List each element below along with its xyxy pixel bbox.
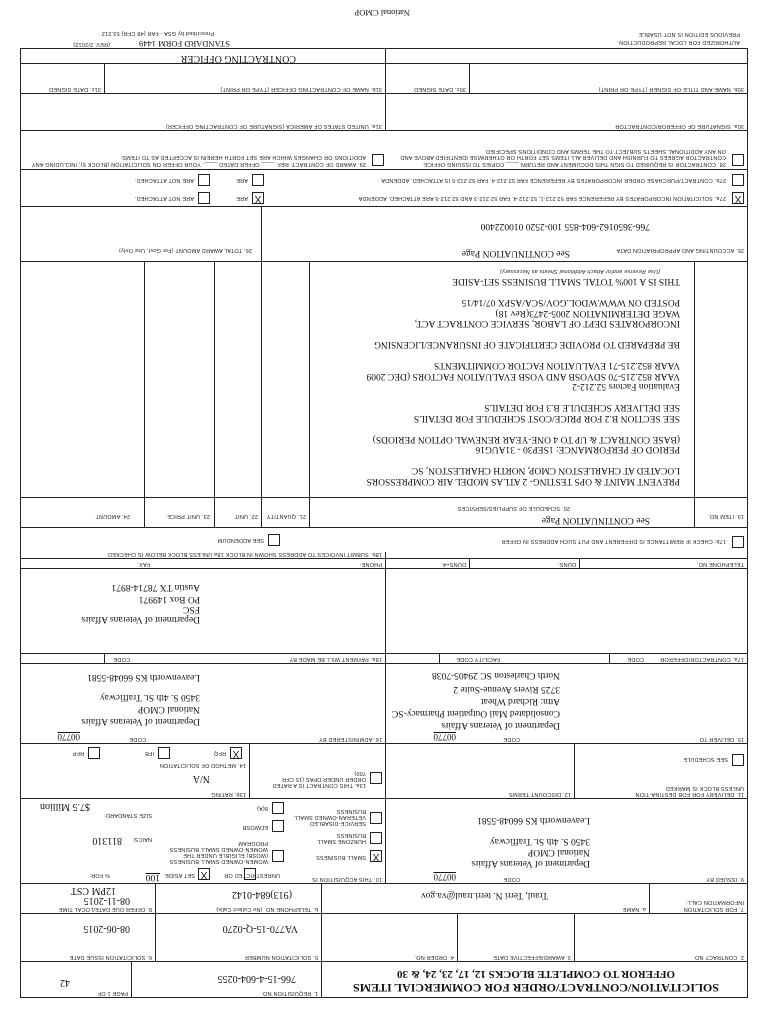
schedule-line: VAAR 852.215-71 EVALUATION FACTOR COMMITMENTS <box>433 360 680 371</box>
deliver-to-label: 15. DELIVER TO <box>699 736 744 742</box>
size-value: $7.5 Million <box>39 801 90 812</box>
c28-text: 28. CONTRACTOR IS REQUIRED TO SIGN THIS DOCUMENT AND RETURN ____ COPIES TO ISSUING OFFICE. CONTRACTOR AGREES TO FURNISH AND DELIVER ALL ITEMS SET FORTH OR OTHERWISE IDENTIFIED ABOVE AND ON ANY ADDITIONAL SHEETS SUBJECT TO THE TERMS AND CONDITIONS SPECIFIED <box>400 148 726 167</box>
telephone-label: TELEPHONE NO. <box>696 561 744 567</box>
admin-line-4: Leavenworth KS 66048-5581 <box>87 672 200 682</box>
issue-date-label: 6. SOLICITATION ISSUE DATE <box>69 954 152 960</box>
schedule-line: PREVENT MAINT & OPS TESTING- 2 ATLAS MODEL AIR COMPRESSORS <box>366 476 680 486</box>
deliver-line-2: Consolidated Mail Outpatient Pharmacy-SC <box>391 708 560 718</box>
issued-code: 00770 <box>433 872 456 882</box>
unrestricted-label: UNRESTRICTED OR <box>224 872 280 878</box>
due-date: 08-11-2015 <box>83 895 130 906</box>
rating-label: 13b. RATING <box>211 791 246 797</box>
footer-left-1: AUTHORIZED FOR LOCAL REPRODUCTION <box>619 39 740 45</box>
c27b-are-checkbox[interactable] <box>252 174 264 186</box>
edwosb-checkbox[interactable] <box>272 820 284 832</box>
admin-line-1: Department of Veterans Affairs <box>81 716 200 726</box>
admin-line-2: National CMOP <box>137 704 200 714</box>
payment-line-2: FSC <box>183 604 200 614</box>
sol-no-label: 5. SOLICITATION NUMBER <box>244 954 318 960</box>
schedule-line: PERIOD OF PERFORMANCE: 1SEP30 - 31AUG16 <box>475 444 680 455</box>
issued-by-label: 9. ISSUED BY <box>706 876 744 882</box>
set-aside-pct: 100 <box>145 872 160 882</box>
sig-31c-label: 31c. DATE SIGNED <box>49 86 101 92</box>
footer-bottom: National CMOP <box>354 8 410 18</box>
schedule-line: BE PREPARED TO PROVIDE CERTIFICATE OF INSURANCE/LICENSING <box>374 339 680 350</box>
form-subtitle: OFFEROR TO COMPLETE BLOCKS 12, 17, 23, 24, & 30 <box>397 968 675 980</box>
award-date-label: 3. AWARD/EFFECTIVE DATE <box>492 954 571 960</box>
c27a-are-not-label: ARE NOT ATTACHED. <box>134 195 194 201</box>
c29-text: 29. AWARD OF CONTRACT: REF. ____ OFFER DATED ____. YOUR OFFER ON SOLICITATION (BLOCK 5), INCLUDING ANY ADDITIONS OR CHANGES WHICH ARE SET FORTH HEREIN IS ACCEPTED AS TO ITEMS: <box>31 154 366 167</box>
schedule-line: LOCATED AT CHARLESTON CMOP, NORTH CHARLESTON, SC <box>411 465 680 476</box>
payment-code-label: CODE <box>113 656 130 662</box>
sdvosb-checkbox[interactable] <box>370 812 382 824</box>
order-no-label: 4. ORDER NO. <box>414 954 454 960</box>
admin-code: 00770 <box>57 732 80 742</box>
page-total: 42 <box>60 977 70 988</box>
schedule-line: (BASE CONTRACT & UP TO 4 ONE-YEAR RENEWAL OPTION PERIODS) <box>372 434 680 444</box>
phone-label: b. TELEPHONE NO. (No Collect Calls) <box>216 906 318 912</box>
amount-label: 24. AMOUNT <box>95 513 130 519</box>
ifb-checkbox[interactable] <box>158 747 170 759</box>
see-schedule-label: SEE SCHEDULE <box>683 756 728 762</box>
naics-value: 811310 <box>92 835 122 846</box>
rfq-label: RFQ <box>213 750 226 756</box>
item-no-label: 19. ITEM NO. <box>707 513 744 519</box>
footer-left-2: PREVIOUS EDITION IS NOT USABLE <box>638 31 740 37</box>
rated-checkbox[interactable] <box>370 772 382 784</box>
wosb-checkbox[interactable] <box>272 850 284 862</box>
req-label: 1. REQUISITION NO. <box>261 990 318 996</box>
eight-a-checkbox[interactable] <box>272 802 284 814</box>
sol-no: VA770-15-Q-0270 <box>222 923 298 934</box>
c27b-text: 27b. CONTRACT/PURCHASE ORDER INCORPORATES BY REFERENCE FAR 52.212-4. FAR 52.212-5 IS ATTACHED. ADDENDA <box>381 177 726 183</box>
schedule-line: THIS IS A 100% TOTAL SMALL BUSINESS SET-ASIDE <box>452 276 680 287</box>
payment-line-1: Department of Veterans Affairs <box>81 614 200 624</box>
c28-checkbox[interactable] <box>732 154 744 166</box>
issued-line-4: Leavenworth KS 66048-5581 <box>477 815 590 825</box>
pct-for-label: % FOR: <box>89 872 110 878</box>
issued-line-2: National CMOP <box>527 847 590 857</box>
hubzone-label: HUBZONE SMALL BUSINESS <box>317 832 366 844</box>
set-aside-label: SET ASIDE: <box>163 872 195 878</box>
facility-code-label: FACILITY CODE <box>456 656 500 662</box>
info-label: 7. FOR SOLICITATION INFORMATION CALL: <box>683 899 744 912</box>
duns-label: DUNS: <box>557 561 576 567</box>
naics-label: NAICS: <box>132 836 152 842</box>
rating-value: N/A <box>192 773 210 784</box>
delivery-label: 11. DELIVERY FOR FOB DESTINA-TION UNLESS BLOCK IS MARKED <box>635 785 744 797</box>
issued-line-3: 3450 S. 4th St. Trafficway <box>489 836 590 846</box>
c27b-are-not-checkbox[interactable] <box>198 174 210 186</box>
eight-a-label: 8(A) <box>256 805 268 811</box>
small-business-checkbox[interactable]: X <box>370 850 382 862</box>
see-schedule-checkbox[interactable] <box>732 754 744 766</box>
payment-fax-label: FAX: <box>137 561 150 567</box>
issue-date: 08-06-2015 <box>83 923 130 934</box>
rfq-checkbox[interactable]: X <box>230 747 242 759</box>
size-label: SIZE STANDARD: <box>104 812 152 818</box>
method-label: 14. METHOD OF SOLICITATION <box>159 762 246 768</box>
payment-phone-label: PHONE: <box>359 561 382 567</box>
invoice-label: 18b. SUBMIT INVOICES TO ADDRESS SHOWN IN BLOCK 18a UNLESS BLOCK BELOW IS CHECKED <box>107 551 382 557</box>
issued-line-1: Department of Veterans Affairs <box>471 858 590 868</box>
accounting-value: 766-3650162-604-855 100-2520 010022400 <box>480 221 650 231</box>
c29-checkbox[interactable] <box>372 154 384 166</box>
schedule-line: POSTED ON WWW.WDOL.GOV/SCA/ASPX 07/14/15 <box>461 297 680 308</box>
c27a-checkbox[interactable]: X <box>732 192 744 204</box>
accounting-see-page: See CONTINUATION Page <box>461 248 570 258</box>
deliver-line-1: Department of Veterans Affairs <box>441 720 560 730</box>
admin-code-label: CODE <box>129 736 146 742</box>
sig-31a-label: 31a. UNITED STATES OF AMERICA (SIGNATURE OF CONTRACTING OFFICER) <box>165 123 382 129</box>
deliver-line-4: 3725 Rivers Avenue-Suite 2 <box>453 684 560 694</box>
schedule-line: WAGE DETERMINATION 2005-2473(Rev 18) <box>495 308 680 318</box>
discount-label: 12. DISCOUNT TERMS <box>508 791 571 797</box>
page-label: PAGE 1 OF <box>97 990 128 996</box>
footer-prescribed: Prescribed by GSA - FAR (48 CFR) 53.212 <box>101 30 214 36</box>
contact-name: Traul, Terri N. terri.traul@va.gov <box>420 890 548 900</box>
small-business-label: SMALL BUSINESS <box>316 854 366 860</box>
schedule-see-page: See CONTINUATION Page <box>541 515 650 525</box>
unit-label: 22. UNIT <box>234 513 258 519</box>
c27b-are-not-label: ARE NOT ATTACHED. <box>134 177 194 183</box>
deliver-line-3: Attn: Richard Wheat <box>481 696 560 706</box>
schedule-label: 20. SCHEDULE OF SUPPLIES/SERVICES <box>457 505 570 511</box>
quantity-label: 21. QUANTITY <box>266 513 306 519</box>
unit-price-label: 23. UNIT PRICE <box>166 513 210 519</box>
contract-no-label: 2. CONTRACT NO. <box>693 954 744 960</box>
issued-code-label: CODE <box>503 876 520 882</box>
schedule-line: VAAR 852.215-70 SDVOSB AND VOSB EVALUATION FACTORS (DEC 2009 <box>366 371 680 381</box>
c27a-text: 27a. SOLICITATION INCORPORATES BY REFERENCE FAR 52.212-1, 52.212-4. FAR 52.212-3 AND 52.212-5 ARE ATTACHED. ADDENDA <box>358 195 726 201</box>
c27b-checkbox[interactable] <box>732 174 744 186</box>
name-label: a. NAME <box>622 906 646 912</box>
footer-form: STANDARD FORM 1449 <box>139 39 230 49</box>
remit-label: 17b. CHECK IF REMITTANCE IS DIFFERENT AND PUT SUCH ADDRESS IN OFFER <box>501 538 726 544</box>
rfp-label: RFP <box>72 750 84 756</box>
ifb-label: IFB <box>144 750 154 756</box>
deliver-code-label: CODE <box>503 736 520 742</box>
sig-30b-label: 30b. NAME AND TITLE OF SIGNER (TYPE OR PRINT) <box>598 86 744 92</box>
deliver-line-5: North Charleston SC 29405-7038 <box>432 670 560 680</box>
accounting-label: 25. ACCOUNTING AND APPROPRIATION DATA <box>616 247 744 253</box>
req-no: 766-15-4-604-0255 <box>217 973 296 984</box>
edwosb-label: EDWOSB <box>242 824 268 830</box>
contractor-label: 17a. CONTRACTOR/OFFEROR <box>660 656 744 662</box>
schedule-line: SEE SECTION B.2 FOR PRICE/COST SCHEDULE FOR DETAILS <box>413 413 680 423</box>
payment-line-3: PO Box 149971 <box>138 594 200 604</box>
rated-label: 13a. THIS CONTRACT IS A RATED ORDER UNDER DPAS (15 CFR 700) <box>272 770 366 788</box>
total-award-label: 26. TOTAL AWARD AMOUNT (For Govt. Use Only) <box>118 247 252 253</box>
due-time: 12PM CST <box>70 885 116 896</box>
payment-line-4: Austin TX 78714-8971 <box>111 582 200 592</box>
due-label: 8. OFFER DUE DATE/LOCAL TIME <box>58 906 152 912</box>
contracting-officer: CONTRACTING OFFICER <box>180 53 296 64</box>
set-aside-checkbox[interactable]: X <box>198 868 210 880</box>
sig-31b-label: 31b. NAME OF CONTRACTING OFFICER (TYPE OR PRINT) <box>220 86 382 92</box>
hubzone-checkbox[interactable] <box>370 832 382 844</box>
schedule-line: INCORPORATES DEPT OF LABOR, SERVICE CONTRACT ACT, <box>414 318 680 329</box>
reverse-note: (Use Reverse and/or Attach Additional Sheets as Necessary) <box>499 268 660 274</box>
footer-rev: (REV. 2/2012) <box>73 41 110 47</box>
schedule-line: Evaluation Factors 52.212-2 <box>572 381 680 392</box>
contractor-code-label: CODE <box>627 656 644 662</box>
addendum-label: SEE ADDENDUM <box>217 537 264 543</box>
remit-checkbox[interactable] <box>732 536 744 548</box>
c27a-are-checkbox[interactable]: X <box>252 192 264 204</box>
schedule-line: SEE DELIVERY SCHEDULE B.3 FOR DETAILS <box>484 402 680 413</box>
form-title: SOLICITATION/CONTRACT/ORDER FOR COMMERCIAL ITEMS <box>353 981 719 995</box>
sig-30a-label: 30a. SIGNATURE OF OFFEROR/CONTRACTOR <box>615 123 744 129</box>
sig-30c-label: 30c. DATE SIGNED <box>414 86 466 92</box>
wosb-label: WOMEN-OWNED SMALL BUSINESS (WOSB) ELIGIBLE UNDER THE WOMEN-OWNED SMALL BUSINESS PROGRAM <box>169 840 268 864</box>
rfp-checkbox[interactable] <box>88 747 100 759</box>
addendum-checkbox[interactable] <box>268 534 280 546</box>
duns4-label: DUNS+4: <box>441 561 466 567</box>
contact-phone: (913)684-0142 <box>232 889 292 900</box>
c27b-are-label: ARE <box>236 177 248 183</box>
admin-line-3: 3450 S. 4th St. Trafficway <box>99 692 200 702</box>
admin-label: 16. ADMINISTERED BY <box>318 736 382 742</box>
sdvosb-label: SERVICE-DISABLED VETERAN-OWNED SMALL BUSINESS <box>293 808 366 826</box>
payment-label: 18a. PAYMENT WILL BE MADE BY <box>289 656 382 662</box>
c27a-are-label: ARE <box>236 195 248 201</box>
c27a-are-not-checkbox[interactable] <box>198 192 210 204</box>
deliver-code: 00770 <box>433 732 456 742</box>
acq-label: 10. THIS ACQUISITION IS <box>312 876 382 882</box>
